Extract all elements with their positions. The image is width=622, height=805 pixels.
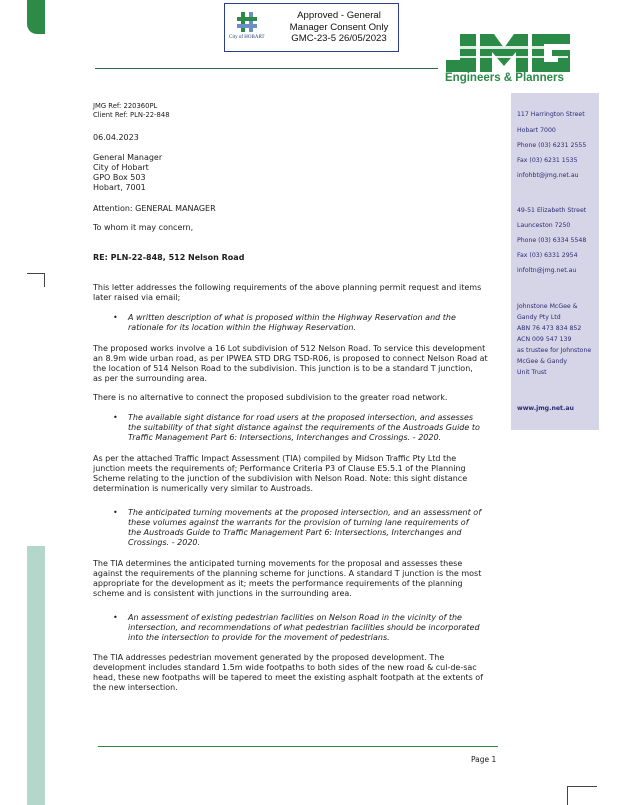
sidebar-line: Phone (03) 6334 5548 bbox=[517, 237, 587, 244]
jmg-logo-icon bbox=[446, 34, 570, 72]
body-line: as per the surrounding area. bbox=[93, 374, 208, 383]
ref-line: JMG Ref: 220360PL bbox=[93, 102, 158, 110]
sidebar-line: Launceston 7250 bbox=[517, 222, 571, 229]
body-line: development includes standard 1.5m wide footpaths to both sides of the new road & cul-de-sac bbox=[93, 663, 477, 672]
sidebar-website: www.jmg.net.au bbox=[517, 405, 574, 412]
stamp-line: GMC-23-5 26/05/2023 bbox=[291, 33, 387, 45]
requirement-line: Crossings. - 2020. bbox=[128, 538, 201, 547]
address-line: Hobart, 7001 bbox=[93, 183, 146, 192]
page-number: Page 1 bbox=[471, 755, 497, 764]
requirement-line: A written description of what is proposed within the Highway Reservation and the bbox=[128, 313, 456, 322]
body-line: The TIA determines the anticipated turning movements for the proposal and assesses these bbox=[93, 559, 463, 568]
sidebar-line: infohbt@jmg.net.au bbox=[517, 172, 579, 179]
logo-subtitle: Engineers & Planners bbox=[445, 72, 564, 84]
corner-mark bbox=[567, 786, 568, 805]
sidebar-line: Fax (03) 6331 2954 bbox=[517, 252, 578, 259]
body-line: later raised via email; bbox=[93, 293, 181, 302]
salutation: To whom it may concern, bbox=[93, 223, 194, 232]
body-line: The TIA addresses pedestrian movement generated by the proposed development. The bbox=[93, 653, 445, 662]
sidebar-line: Unit Trust bbox=[517, 369, 547, 376]
corner-mark bbox=[44, 273, 45, 287]
stamp-text bbox=[282, 10, 396, 45]
bullet-icon: • bbox=[113, 508, 118, 517]
stamp-logo-text: City of HOBART bbox=[229, 35, 265, 40]
address-line: GPO Box 503 bbox=[93, 173, 146, 182]
requirement-line: these volumes against the warrants for the provision of turning lane requirements of bbox=[128, 518, 469, 527]
body-line: This letter addresses the following requirements of the above planning permit request and items bbox=[93, 283, 482, 292]
requirement-line: intersection, and recommendations of what pedestrian facilities should be incorporated bbox=[128, 623, 480, 632]
body-line: against the requirements of the planning scheme for junctions. A standard T junction is the most bbox=[93, 569, 482, 578]
sidebar-line: ACN 009 547 139 bbox=[517, 336, 572, 343]
sidebar-line: Phone (03) 6231 2555 bbox=[517, 142, 587, 149]
footer-rule bbox=[98, 746, 498, 747]
green-corner-tab bbox=[27, 0, 45, 34]
left-color-strip bbox=[27, 546, 45, 805]
body-line: junction meets the requirements of; Performance Criteria P3 of Clause E5.5.1 of the Planning bbox=[93, 464, 466, 473]
requirement-line: An assessment of existing pedestrian facilities on Nelson Road in the vicinity of the bbox=[128, 613, 462, 622]
corner-mark bbox=[567, 786, 597, 787]
body-line: scheme and is consistent with junctions in the surrounding area. bbox=[93, 589, 352, 598]
requirement-line: the suitability of that sight distance against the requirements of the Austroads Guide to bbox=[128, 423, 480, 432]
sidebar-line: Hobart 7000 bbox=[517, 127, 556, 134]
corner-mark bbox=[27, 273, 45, 274]
requirement-line: the Austroads Guide to Traffic Management Part 6: Intersections, Interchanges and bbox=[128, 528, 462, 537]
sidebar-line: infoltn@jmg.net.au bbox=[517, 267, 577, 274]
body-line: As per the attached Traffic Impact Assessment (TIA) compiled by Midson Traffic Pty Ltd the bbox=[93, 454, 457, 463]
subject-line: RE: PLN-22-848, 512 Nelson Road bbox=[93, 253, 245, 262]
requirement-line: rationale for its location within the Highway Reservation. bbox=[128, 323, 356, 332]
sidebar-line: 49-51 Elizabeth Street bbox=[517, 207, 587, 214]
bullet-icon: • bbox=[113, 313, 118, 322]
bullet-icon: • bbox=[113, 613, 118, 622]
body-line: appropriate for the development as it; meets the performance requirements of the planning bbox=[93, 579, 463, 588]
body-line: the location of 514 Nelson Road to the subdivision. This junction is to be a standard T junction, bbox=[93, 364, 473, 373]
sidebar-line: ABN 76 473 834 852 bbox=[517, 325, 582, 332]
body-line: an 8.9m wide urban road, as per IPWEA STD DRG TSD-R06, is proposed to connect Nelson Road at bbox=[93, 354, 488, 363]
body-line: There is no alternative to connect the proposed subdivision to the greater road network. bbox=[93, 393, 448, 402]
body-line: Scheme relating to the junction of the subdivision with Nelson Road. Note: this sight distance bbox=[93, 474, 468, 483]
requirement-line: The anticipated turning movements at the proposed intersection, and an assessment of bbox=[128, 508, 482, 517]
requirement-line: into the intersection to provide for the movement of pedestrians. bbox=[128, 633, 390, 642]
body-line: head, these new footpaths will be tapered to meet the existing asphalt footpath at the extents of bbox=[93, 673, 484, 682]
ref-line: Client Ref: PLN-22-848 bbox=[93, 111, 170, 119]
attention-line: Attention: GENERAL MANAGER bbox=[93, 204, 216, 213]
contact-sidebar bbox=[511, 93, 599, 430]
body-line: The proposed works involve a 16 Lot subdivision of 512 Nelson Road. To service this development bbox=[93, 344, 486, 353]
body-line: determination is numerically very similar to Austroads. bbox=[93, 484, 314, 493]
sidebar-line: Gandy Pty Ltd bbox=[517, 314, 561, 321]
body-line: the new intersection. bbox=[93, 683, 178, 692]
sidebar-line: 117 Harrington Street bbox=[517, 111, 585, 118]
address-line: City of Hobart bbox=[93, 163, 149, 172]
bullet-icon: • bbox=[113, 413, 118, 422]
city-of-hobart-logo-icon bbox=[229, 10, 273, 48]
letter-date: 06.04.2023 bbox=[93, 133, 139, 142]
sidebar-line: Fax (03) 6231 1535 bbox=[517, 157, 578, 164]
sidebar-line: McGee & Gandy bbox=[517, 358, 568, 365]
stamp-line: Approved - General bbox=[297, 10, 381, 21]
stamp-line: Manager Consent Only bbox=[289, 21, 389, 33]
approval-stamp bbox=[224, 3, 399, 52]
sidebar-line: as trustee for Johnstone bbox=[517, 347, 592, 354]
requirement-line: Traffic Management Part 6: Intersections, Interchanges and Crossings. - 2020. bbox=[128, 433, 442, 442]
header-rule bbox=[95, 68, 438, 69]
address-line: General Manager bbox=[93, 153, 163, 162]
requirement-line: The available sight distance for road users at the proposed intersection, and assesses bbox=[128, 413, 474, 422]
sidebar-line: Johnstone McGee & bbox=[517, 303, 578, 310]
